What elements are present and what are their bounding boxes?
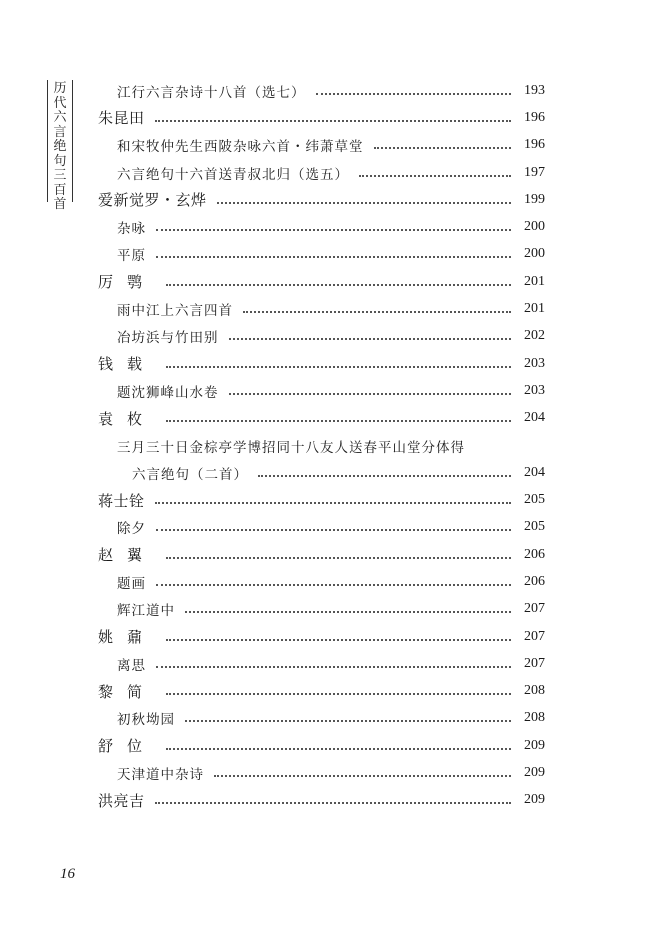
poem-title: 江行六言杂诗十八首（选七）: [117, 84, 306, 101]
poet-name: 钱载: [98, 355, 157, 374]
page-ref: 203: [524, 382, 545, 398]
dot-leader: [229, 393, 512, 395]
page-number: 16: [60, 866, 75, 882]
dot-leader: [166, 284, 511, 286]
dot-leader: [156, 256, 511, 258]
page-ref: 196: [524, 109, 545, 125]
dot-leader: [166, 639, 511, 641]
dot-leader: [166, 693, 511, 695]
poem-title: 六言绝句（二首）: [132, 466, 248, 483]
poem-title: 初秋坳园: [117, 712, 175, 729]
toc-poet-entry[interactable]: [98, 486, 545, 513]
toc-poem-entry[interactable]: [98, 705, 545, 732]
page-ref: 208: [524, 683, 545, 699]
dot-leader: [185, 720, 511, 722]
poem-title: 三月三十日金棕亭学博招同十八友人送春平山堂分体得: [117, 439, 465, 456]
toc-poet-entry[interactable]: [98, 350, 545, 377]
page-ref: 207: [524, 628, 545, 644]
toc-poet-entry[interactable]: [98, 623, 545, 650]
poet-name: 厉鹗: [98, 273, 157, 292]
poem-title: 离思: [117, 657, 146, 674]
poem-title: 和宋牧仲先生西陂杂咏六首・纬萧草堂: [117, 139, 364, 156]
poet-name: 袁枚: [98, 409, 157, 428]
running-book-title: [47, 80, 73, 212]
dot-leader: [229, 338, 512, 340]
dot-leader: [214, 775, 511, 777]
page-ref: 200: [524, 246, 545, 262]
toc-poet-entry[interactable]: [98, 268, 545, 295]
poet-name: 姚鼐: [98, 628, 157, 647]
book-title-char: 句: [53, 153, 67, 169]
toc-poem-entry[interactable]: [98, 241, 545, 268]
book-title-char: 代: [53, 95, 67, 111]
poem-title: 除夕: [117, 521, 146, 538]
page-ref: 203: [524, 355, 545, 371]
dot-leader: [374, 147, 512, 149]
toc-poem-entry[interactable]: [98, 295, 545, 322]
page-ref: 207: [524, 601, 545, 617]
toc-poem-entry[interactable]: [98, 514, 545, 541]
poem-title: 题沈狮峰山水卷: [117, 384, 219, 401]
toc-poet-entry[interactable]: [98, 787, 545, 814]
toc-poem-entry[interactable]: [98, 596, 545, 623]
poem-title: 天津道中杂诗: [117, 767, 204, 784]
toc-poem-entry[interactable]: [98, 132, 545, 159]
toc-poem-entry[interactable]: [98, 77, 545, 104]
dot-leader: [156, 666, 511, 668]
poem-title: 辉江道中: [117, 603, 175, 620]
poet-name: 舒位: [98, 737, 157, 756]
toc-poem-entry[interactable]: [98, 159, 545, 186]
book-title-char: 绝: [53, 139, 67, 154]
page-ref: 193: [524, 82, 545, 98]
page-ref: 201: [524, 273, 545, 289]
book-title-char: 首: [53, 197, 67, 212]
book-title-char: 历: [53, 81, 67, 96]
toc-poet-entry[interactable]: [98, 186, 545, 213]
page-ref: 209: [524, 737, 545, 753]
page-ref: 205: [524, 492, 545, 508]
toc-poem-entry[interactable]: [98, 759, 545, 786]
poet-name: 爱新觉罗・玄烨: [98, 191, 207, 210]
dot-leader: [258, 475, 511, 477]
page-ref: 201: [524, 301, 545, 317]
toc-poem-entry[interactable]: [98, 432, 545, 459]
dot-leader: [316, 93, 512, 95]
dot-leader: [166, 366, 511, 368]
toc-poem-entry[interactable]: [98, 323, 545, 350]
poet-name: 蒋士铨: [98, 491, 145, 510]
toc-poem-entry[interactable]: [98, 568, 545, 595]
toc-poet-entry[interactable]: [98, 732, 545, 759]
dot-leader: [155, 120, 511, 122]
poem-title: 题画: [117, 575, 146, 592]
page-ref: 205: [524, 519, 545, 535]
poem-title: 平原: [117, 248, 146, 265]
dot-leader: [156, 584, 511, 586]
page-ref: 197: [524, 164, 545, 180]
page-ref: 202: [524, 328, 545, 344]
toc-poem-entry[interactable]: [98, 650, 545, 677]
poet-name: 洪亮吉: [98, 791, 145, 810]
page-ref: 209: [524, 792, 545, 808]
book-title-char: 六: [53, 110, 67, 125]
page-ref: 204: [524, 410, 545, 426]
dot-leader: [156, 229, 511, 231]
dot-leader: [166, 420, 511, 422]
toc-poem-entry[interactable]: [98, 377, 545, 404]
book-title-char: 百: [53, 182, 67, 198]
page-ref: 206: [524, 546, 545, 562]
dot-leader: [359, 175, 511, 177]
toc-poet-entry[interactable]: [98, 678, 545, 705]
dot-leader: [166, 557, 511, 559]
poet-name: 赵翼: [98, 546, 157, 565]
page-ref: 199: [524, 191, 545, 207]
page-ref: 207: [524, 655, 545, 671]
toc-poem-entry[interactable]: [98, 459, 545, 486]
book-title-char: 言: [53, 124, 67, 140]
poem-title: 冶坊浜与竹田别: [117, 330, 219, 347]
poem-title: 杂咏: [117, 221, 146, 238]
table-of-contents: [98, 77, 545, 814]
dot-leader: [217, 202, 511, 204]
toc-poet-entry[interactable]: [98, 104, 545, 131]
page-ref: 209: [524, 765, 545, 781]
page-ref: 204: [524, 464, 545, 480]
page-ref: 208: [524, 710, 545, 726]
page-ref: 206: [524, 573, 545, 589]
poet-name: 朱昆田: [98, 109, 145, 128]
poem-title: 六言绝句十六首送青叔北归（选五）: [117, 166, 349, 183]
page-ref: 196: [524, 137, 545, 153]
toc-poem-entry[interactable]: [98, 213, 545, 240]
dot-leader: [155, 502, 511, 504]
dot-leader: [166, 748, 511, 750]
poem-title: 雨中江上六言四首: [117, 303, 233, 320]
dot-leader: [155, 802, 511, 804]
toc-poet-entry[interactable]: [98, 541, 545, 568]
dot-leader: [185, 611, 511, 613]
dot-leader: [156, 529, 511, 531]
toc-poet-entry[interactable]: [98, 405, 545, 432]
poet-name: 黎简: [98, 682, 157, 701]
dot-leader: [243, 311, 511, 313]
page-ref: 200: [524, 219, 545, 235]
book-title-char: 三: [53, 168, 67, 183]
